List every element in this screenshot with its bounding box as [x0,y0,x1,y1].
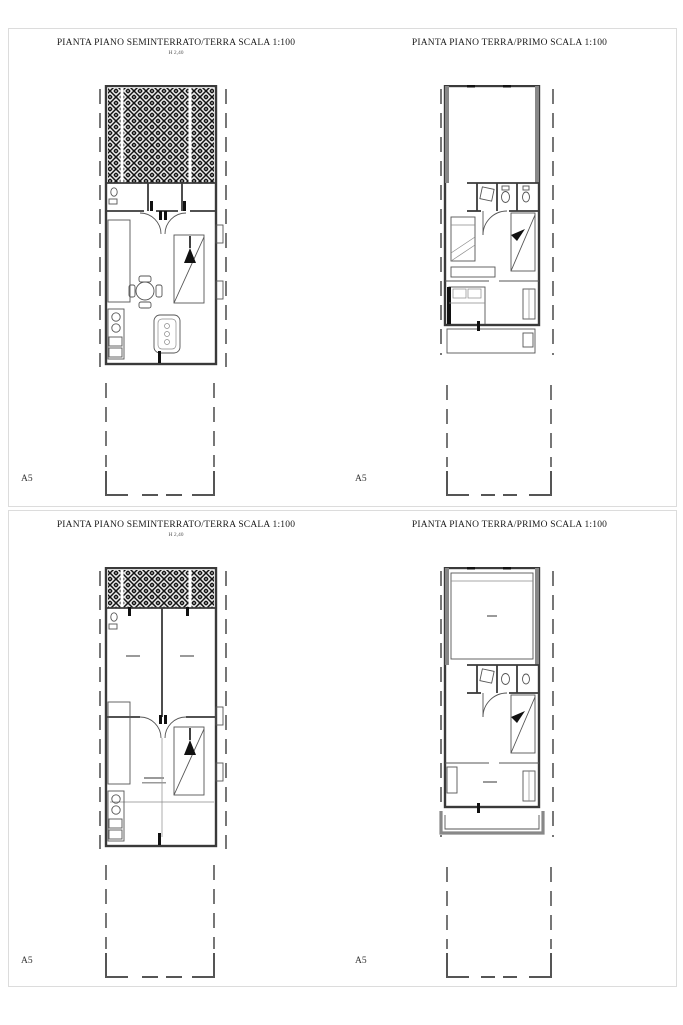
plan-title: PIANTA PIANO TERRA/PRIMO SCALA 1:100 [411,520,608,530]
sheet-label: A5 [21,474,33,484]
plan-title: PIANTA PIANO SEMINTERRATO/TERRA SCALA 1:100 [56,38,296,48]
plan-subtitle: H 2,40 [168,50,184,56]
drawing-sheet-1 [8,28,677,507]
courtyard-boundary [447,385,551,495]
plan-title: PIANTA PIANO SEMINTERRATO/TERRA SCALA 1:100 [56,520,296,530]
entry-door-mark [158,833,161,845]
plan-panel-seminterrato-1 [9,29,343,506]
sheet-label: A5 [355,956,367,966]
plan-title: PIANTA PIANO TERRA/PRIMO SCALA 1:100 [411,38,608,48]
garden-hatch [108,570,214,608]
plan-subtitle: H 2,40 [168,532,184,538]
courtyard-boundary [447,867,551,977]
plan-panel-terra-1 [343,29,676,506]
floor-plan-terra-schematic [439,567,559,982]
courtyard-boundary [106,383,214,495]
courtyard-boundary [106,865,214,977]
floor-plan-terra-furnished [439,85,559,500]
floor-plan-seminterrato-schematic [98,567,228,982]
plan-panel-terra-2 [343,511,676,986]
floor-plan-seminterrato-furnished [98,85,228,500]
drawing-sheet-2 [8,510,677,987]
garden-hatch [108,88,214,183]
sheet-label: A5 [355,474,367,484]
sheet-label: A5 [21,956,33,966]
plan-panel-seminterrato-2 [9,511,343,986]
entry-door-mark [158,351,161,363]
